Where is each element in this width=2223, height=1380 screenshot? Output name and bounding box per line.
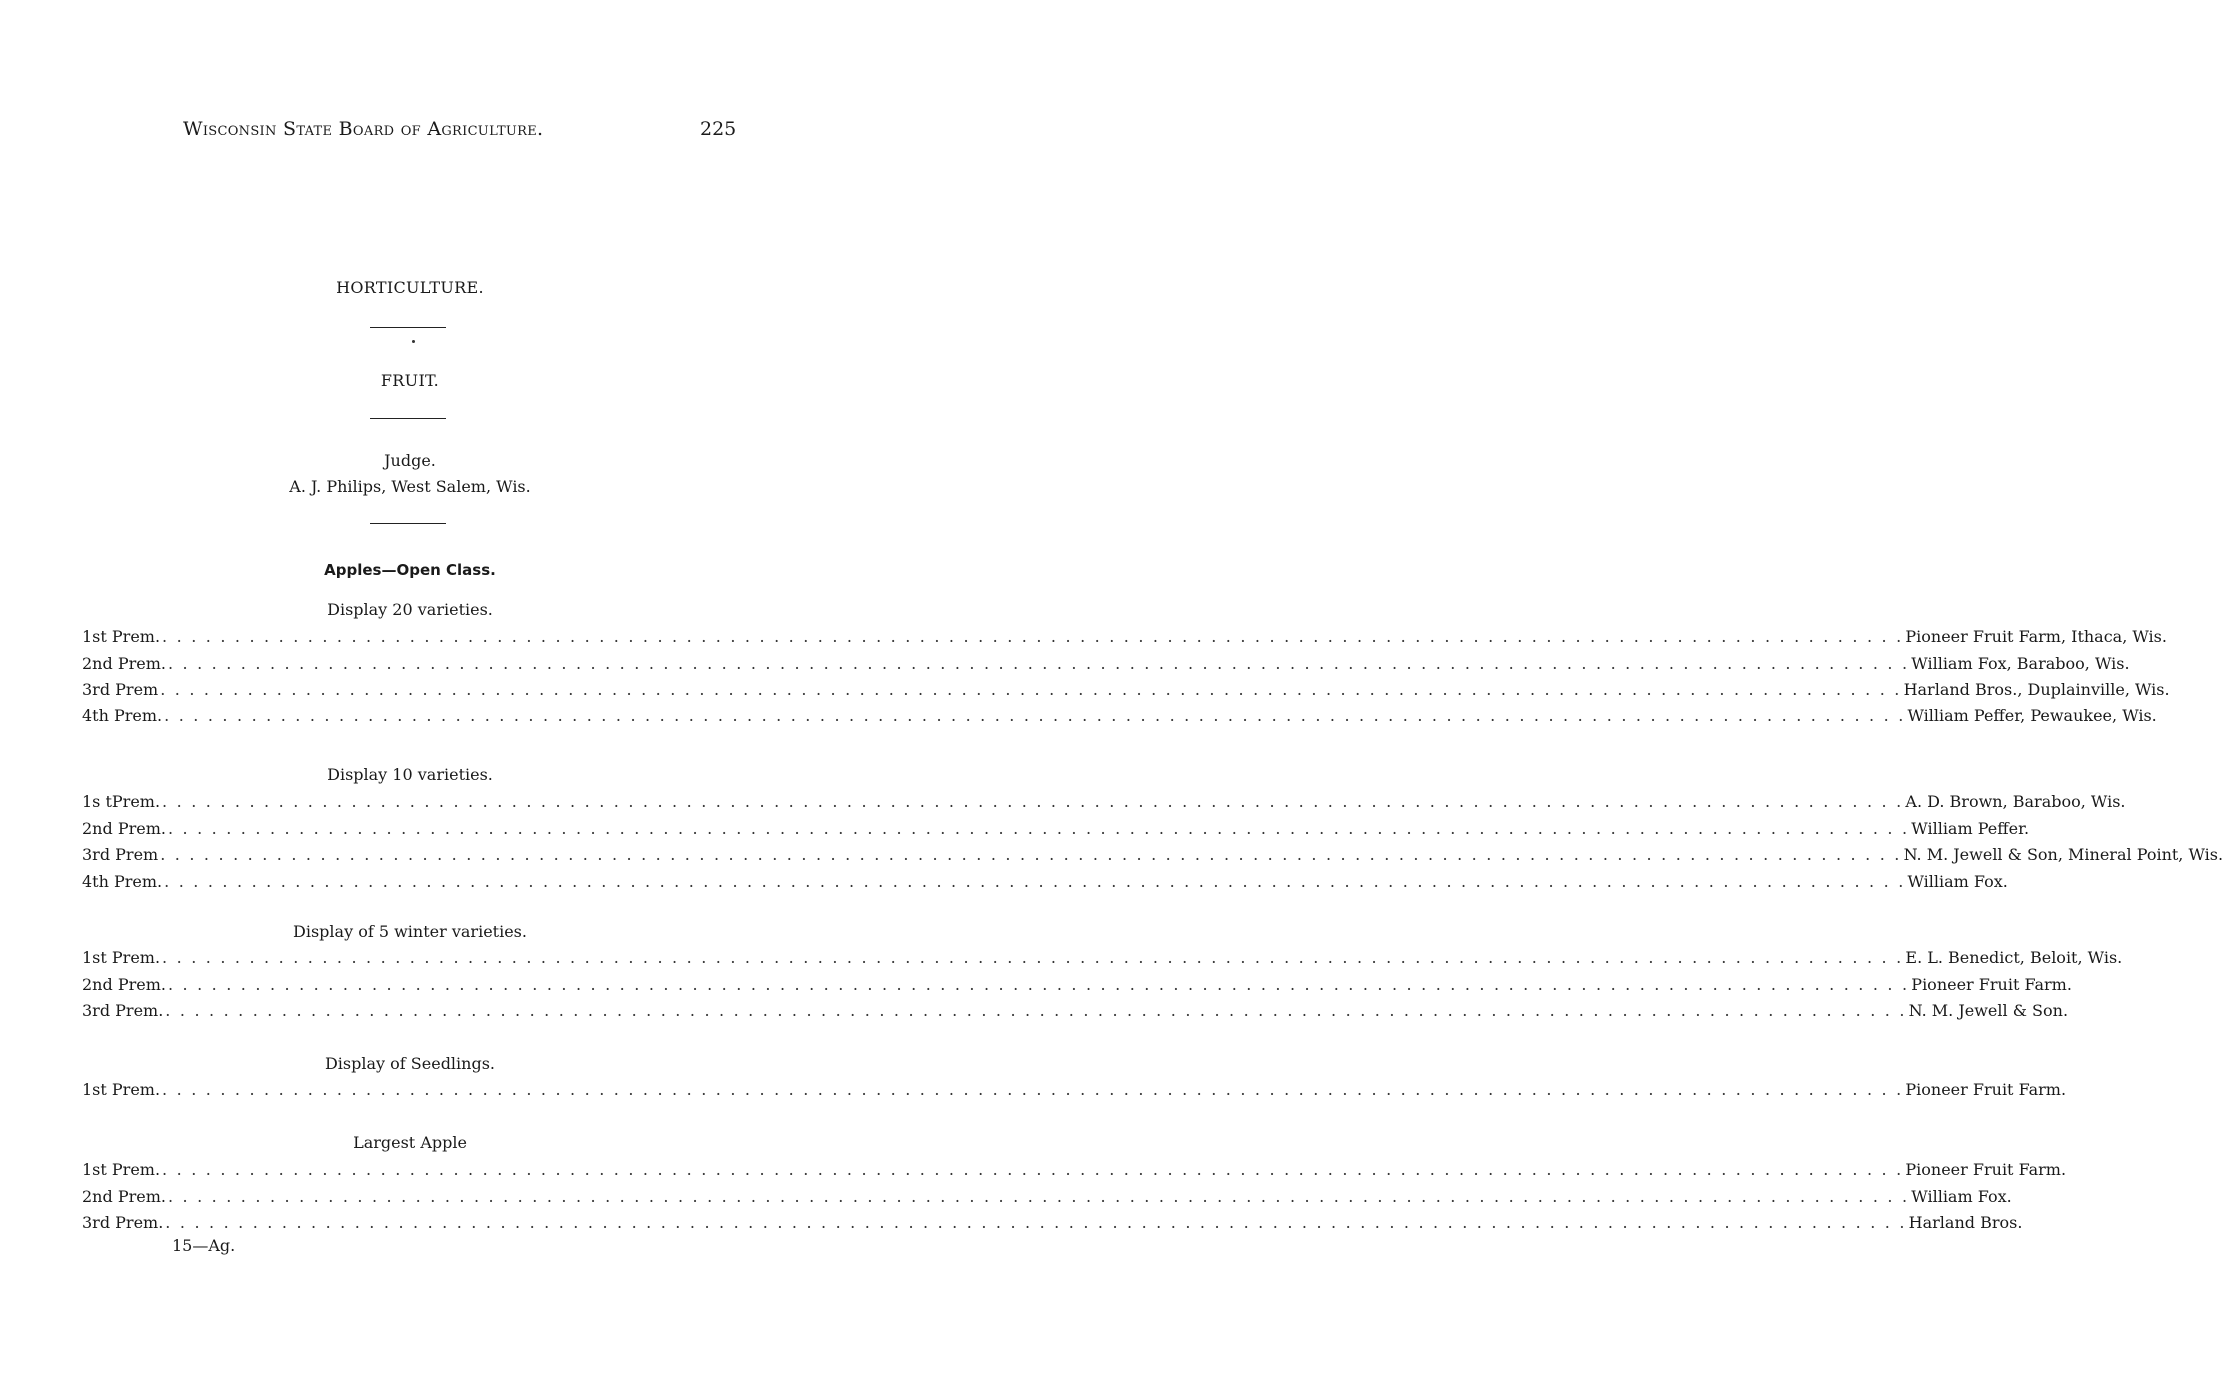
- premium-entry: [82, 845, 2223, 867]
- dot-leader: . . . . . . . . . . . . . . . . . . . . . . . . . . . . . . . . . . . . . . . . . . . . . . . . . . . . . . . . . . . . . . . . . . . . . . . . . . . . . . . . . . . . . . . . . . . . . . . . . . . . . . . . . . . . . . . . . . . . . . . .: [162, 1160, 1904, 1179]
- dot-leader: . . . . . . . . . . . . . . . . . . . . . . . . . . . . . . . . . . . . . . . . . . . . . . . . . . . . . . . . . . . . . . . . . . . . . . . . . . . . . . . . . . . . . . . . . . . . . . . . . . . . . . . . . . . . . . . . . . . . . . . .: [162, 627, 1904, 646]
- class-title: Apples—Open Class.: [324, 561, 496, 579]
- dot-leader: . . . . . . . . . . . . . . . . . . . . . . . . . . . . . . . . . . . . . . . . . . . . . . . . . . . . . . . . . . . . . . . . . . . . . . . . . . . . . . . . . . . . . . . . . . . . . . . . . . . . . . . . . . . . . . . . . . . . . . . .: [164, 872, 1906, 891]
- premium-winner: N. M. Jewell & Son.: [1908, 1001, 2069, 1020]
- group-title: Display 10 varieties.: [327, 765, 493, 784]
- division-title: FRUIT.: [380, 371, 440, 390]
- premium-entry: [82, 1080, 2067, 1102]
- dot-leader: . . . . . . . . . . . . . . . . . . . . . . . . . . . . . . . . . . . . . . . . . . . . . . . . . . . . . . . . . . . . . . . . . . . . . . . . . . . . . . . . . . . . . . . . . . . . . . . . . . . . . . . . . . . . . . . . . . . . . . . .: [167, 819, 1910, 838]
- premium-label: 3rd Prem.: [82, 1213, 164, 1232]
- premium-entry: [82, 706, 2157, 728]
- premium-entry: [82, 1213, 2023, 1235]
- group-title: Display of Seedlings.: [324, 1054, 496, 1073]
- premium-winner: Harland Bros.: [1908, 1213, 2023, 1232]
- premium-winner: William Peffer.: [1911, 819, 2030, 838]
- premium-label: 1s tPrem.: [82, 792, 161, 811]
- premium-winner: A. D. Brown, Baraboo, Wis.: [1905, 792, 2126, 811]
- premium-label: 2nd Prem.: [82, 975, 166, 994]
- divider-rule: [370, 418, 446, 419]
- group-title: Largest Apple: [353, 1133, 467, 1152]
- premium-entry: [82, 948, 2123, 970]
- judge-heading: Judge.: [384, 451, 436, 470]
- dot-leader: . . . . . . . . . . . . . . . . . . . . . . . . . . . . . . . . . . . . . . . . . . . . . . . . . . . . . . . . . . . . . . . . . . . . . . . . . . . . . . . . . . . . . . . . . . . . . . . . . . . . . . . . . . . . . . . . . . . . . . . .: [165, 1001, 1907, 1020]
- dot-leader: . . . . . . . . . . . . . . . . . . . . . . . . . . . . . . . . . . . . . . . . . . . . . . . . . . . . . . . . . . . . . . . . . . . . . . . . . . . . . . . . . . . . . . . . . . . . . . . . . . . . . . . . . . . . . . . . . . . . . . . .: [162, 792, 1904, 811]
- group-title: Display 20 varieties.: [327, 600, 493, 619]
- ornament-dot: [412, 340, 415, 343]
- premium-entry: [82, 1160, 2067, 1182]
- group-title: Display of 5 winter varieties.: [293, 922, 527, 941]
- premium-label: 1st Prem.: [82, 1080, 161, 1099]
- premium-winner: Pioneer Fruit Farm.: [1911, 975, 2072, 994]
- premium-label: 4th Prem.: [82, 872, 163, 891]
- department-title: HORTICULTURE.: [336, 278, 484, 297]
- dot-leader: . . . . . . . . . . . . . . . . . . . . . . . . . . . . . . . . . . . . . . . . . . . . . . . . . . . . . . . . . . . . . . . . . . . . . . . . . . . . . . . . . . . . . . . . . . . . . . . . . . . . . . . . . . . . . . . . . . . . . . . .: [164, 706, 1906, 725]
- premium-label: 2nd Prem.: [82, 819, 166, 838]
- premium-winner: N. M. Jewell & Son, Mineral Point, Wis.: [1903, 845, 2223, 864]
- premium-winner: Pioneer Fruit Farm.: [1905, 1160, 2067, 1179]
- dot-leader: . . . . . . . . . . . . . . . . . . . . . . . . . . . . . . . . . . . . . . . . . . . . . . . . . . . . . . . . . . . . . . . . . . . . . . . . . . . . . . . . . . . . . . . . . . . . . . . . . . . . . . . . . . . . . . . . . . . . . . . .: [167, 975, 1910, 994]
- premium-entry: [82, 819, 2030, 841]
- divider-rule: [370, 327, 446, 328]
- dot-leader: . . . . . . . . . . . . . . . . . . . . . . . . . . . . . . . . . . . . . . . . . . . . . . . . . . . . . . . . . . . . . . . . . . . . . . . . . . . . . . . . . . . . . . . . . . . . . . . . . . . . . . . . . . . . . . . . . . . . . . . .: [167, 1187, 1910, 1206]
- premium-label: 2nd Prem.: [82, 1187, 166, 1206]
- dot-leader: . . . . . . . . . . . . . . . . . . . . . . . . . . . . . . . . . . . . . . . . . . . . . . . . . . . . . . . . . . . . . . . . . . . . . . . . . . . . . . . . . . . . . . . . . . . . . . . . . . . . . . . . . . . . . . . . . . . . . . . .: [162, 948, 1904, 967]
- premium-winner: E. L. Benedict, Beloit, Wis.: [1905, 948, 2123, 967]
- premium-entry: [82, 680, 2170, 702]
- page-number: 225: [700, 118, 737, 140]
- premium-winner: Harland Bros., Duplainville, Wis.: [1903, 680, 2170, 699]
- premium-winner: William Peffer, Pewaukee, Wis.: [1907, 706, 2157, 725]
- premium-label: 1st Prem.: [82, 1160, 161, 1179]
- premium-label: 1st Prem.: [82, 948, 161, 967]
- premium-winner: William Fox.: [1907, 872, 2008, 891]
- dot-leader: . . . . . . . . . . . . . . . . . . . . . . . . . . . . . . . . . . . . . . . . . . . . . . . . . . . . . . . . . . . . . . . . . . . . . . . . . . . . . . . . . . . . . . . . . . . . . . . . . . . . . . . . . . . . . . . . . . . . . . . .: [165, 1213, 1907, 1232]
- premium-entry: [82, 975, 2072, 997]
- running-head: Wisconsin State Board of Agriculture.: [183, 118, 544, 140]
- premium-label: 3rd Prem: [82, 680, 159, 699]
- premium-label: 3rd Prem: [82, 845, 159, 864]
- premium-entry: [82, 792, 2126, 814]
- premium-winner: Pioneer Fruit Farm, Ithaca, Wis.: [1905, 627, 2167, 646]
- premium-label: 3rd Prem.: [82, 1001, 164, 1020]
- premium-label: 1st Prem.: [82, 627, 161, 646]
- divider-rule: [370, 523, 446, 524]
- dot-leader: . . . . . . . . . . . . . . . . . . . . . . . . . . . . . . . . . . . . . . . . . . . . . . . . . . . . . . . . . . . . . . . . . . . . . . . . . . . . . . . . . . . . . . . . . . . . . . . . . . . . . . . . . . . . . . . . . . . . . . . .: [162, 1080, 1904, 1099]
- dot-leader: . . . . . . . . . . . . . . . . . . . . . . . . . . . . . . . . . . . . . . . . . . . . . . . . . . . . . . . . . . . . . . . . . . . . . . . . . . . . . . . . . . . . . . . . . . . . . . . . . . . . . . . . . . . . . . . . . . . . . . . .: [167, 654, 1910, 673]
- judge-name: A. J. Philips, West Salem, Wis.: [289, 477, 531, 496]
- premium-label: 2nd Prem.: [82, 654, 166, 673]
- premium-entry: [82, 872, 2008, 894]
- premium-entry: [82, 654, 2130, 676]
- premium-label: 4th Prem.: [82, 706, 163, 725]
- dot-leader: . . . . . . . . . . . . . . . . . . . . . . . . . . . . . . . . . . . . . . . . . . . . . . . . . . . . . . . . . . . . . . . . . . . . . . . . . . . . . . . . . . . . . . . . . . . . . . . . . . . . . . . . . . . . . . . . . . . . . . . .: [160, 845, 1902, 864]
- dot-leader: . . . . . . . . . . . . . . . . . . . . . . . . . . . . . . . . . . . . . . . . . . . . . . . . . . . . . . . . . . . . . . . . . . . . . . . . . . . . . . . . . . . . . . . . . . . . . . . . . . . . . . . . . . . . . . . . . . . . . . . .: [160, 680, 1902, 699]
- signature-mark: 15—Ag.: [172, 1236, 236, 1255]
- premium-winner: Pioneer Fruit Farm.: [1905, 1080, 2067, 1099]
- premium-entry: [82, 627, 2167, 649]
- premium-winner: William Fox, Baraboo, Wis.: [1911, 654, 2130, 673]
- premium-entry: [82, 1001, 2069, 1023]
- premium-winner: William Fox.: [1911, 1187, 2012, 1206]
- premium-entry: [82, 1187, 2012, 1209]
